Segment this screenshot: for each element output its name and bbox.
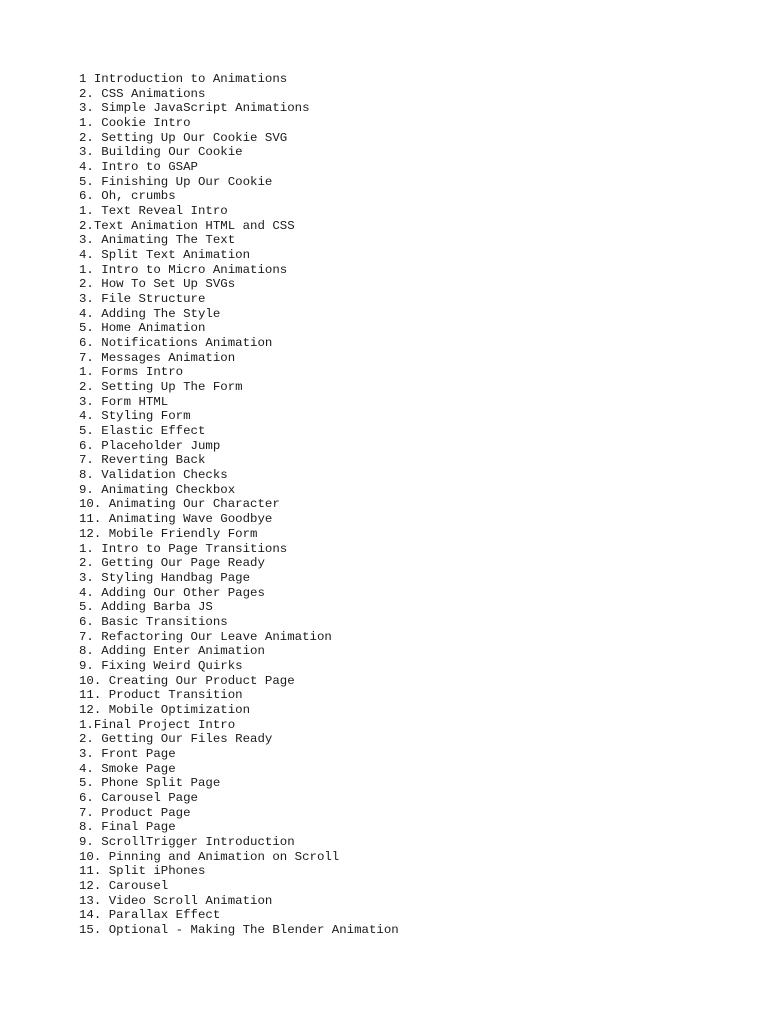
- outline-line: 2. Setting Up The Form: [79, 380, 243, 395]
- outline-line: 10. Pinning and Animation on Scroll: [79, 849, 340, 864]
- outline-line: 4. Intro to GSAP: [79, 160, 198, 175]
- outline-line: 12. Mobile Friendly Form: [79, 526, 258, 541]
- outline-line: 2. CSS Animations: [79, 86, 206, 101]
- outline-line: 13. Video Scroll Animation: [79, 893, 273, 908]
- outline-line: 7. Product Page: [79, 805, 191, 820]
- outline-line: 5. Finishing Up Our Cookie: [79, 174, 273, 189]
- outline-line: 2. Setting Up Our Cookie SVG: [79, 130, 288, 145]
- outline-line: 1. Intro to Page Transitions: [79, 541, 288, 556]
- outline-line: 15. Optional - Making The Blender Animation: [79, 922, 399, 937]
- outline-line: 1 Introduction to Animations: [79, 72, 288, 86]
- outline-line: 12. Mobile Optimization: [79, 702, 251, 717]
- outline-line: 3. Simple JavaScript Animations: [79, 101, 310, 116]
- outline-line: 7. Reverting Back: [79, 453, 206, 468]
- outline-line: 3. Building Our Cookie: [79, 145, 243, 160]
- outline-line: 4. Split Text Animation: [79, 248, 251, 263]
- outline-line: 7. Messages Animation: [79, 350, 236, 365]
- outline-line: 9. ScrollTrigger Introduction: [79, 834, 295, 849]
- outline-line: 11. Product Transition: [79, 688, 243, 703]
- outline-line: 1. Forms Intro: [79, 365, 184, 380]
- outline-line: 2. Getting Our Page Ready: [79, 556, 265, 571]
- outline-line: 3. File Structure: [79, 292, 206, 307]
- outline-line: 6. Basic Transitions: [79, 614, 228, 629]
- outline-line: 3. Animating The Text: [79, 233, 236, 248]
- outline-line: 5. Phone Split Page: [79, 776, 221, 791]
- outline-line: 5. Elastic Effect: [79, 424, 206, 439]
- outline-line: 3. Form HTML: [79, 394, 169, 409]
- outline-line: 10. Creating Our Product Page: [79, 673, 295, 688]
- outline-line: 3. Front Page: [79, 746, 176, 761]
- outline-line: 1. Text Reveal Intro: [79, 204, 228, 219]
- outline-line: 1. Intro to Micro Animations: [79, 262, 288, 277]
- outline-line: 10. Animating Our Character: [79, 497, 280, 512]
- outline-line: 1.Final Project Intro: [79, 717, 236, 732]
- outline-line: 5. Adding Barba JS: [79, 600, 213, 615]
- outline-line: 2. How To Set Up SVGs: [79, 277, 236, 292]
- outline-line: 4. Adding The Style: [79, 306, 221, 321]
- outline-line: 11. Animating Wave Goodbye: [79, 512, 273, 527]
- outline-line: 12. Carousel: [79, 878, 169, 893]
- course-outline-list: [79, 72, 399, 938]
- outline-line: 6. Carousel Page: [79, 790, 198, 805]
- outline-line: 8. Final Page: [79, 820, 176, 835]
- outline-line: 6. Placeholder Jump: [79, 438, 221, 453]
- outline-line: 7. Refactoring Our Leave Animation: [79, 629, 332, 644]
- outline-line: 8. Adding Enter Animation: [79, 644, 265, 659]
- outline-line: 6. Oh, crumbs: [79, 189, 176, 204]
- outline-line: 9. Fixing Weird Quirks: [79, 658, 243, 673]
- outline-line: 2. Getting Our Files Ready: [79, 732, 273, 747]
- outline-line: 14. Parallax Effect: [79, 908, 221, 923]
- outline-line: 5. Home Animation: [79, 321, 206, 336]
- outline-line: 1. Cookie Intro: [79, 116, 191, 131]
- outline-line: 4. Smoke Page: [79, 761, 176, 776]
- outline-line: 4. Styling Form: [79, 409, 191, 424]
- outline-line: 4. Adding Our Other Pages: [79, 585, 265, 600]
- outline-line: 9. Animating Checkbox: [79, 482, 236, 497]
- outline-line: 6. Notifications Animation: [79, 336, 273, 351]
- outline-line: 2.Text Animation HTML and CSS: [79, 218, 295, 233]
- outline-line: 3. Styling Handbag Page: [79, 570, 251, 585]
- outline-line: 11. Split iPhones: [79, 864, 206, 879]
- outline-line: 8. Validation Checks: [79, 468, 228, 483]
